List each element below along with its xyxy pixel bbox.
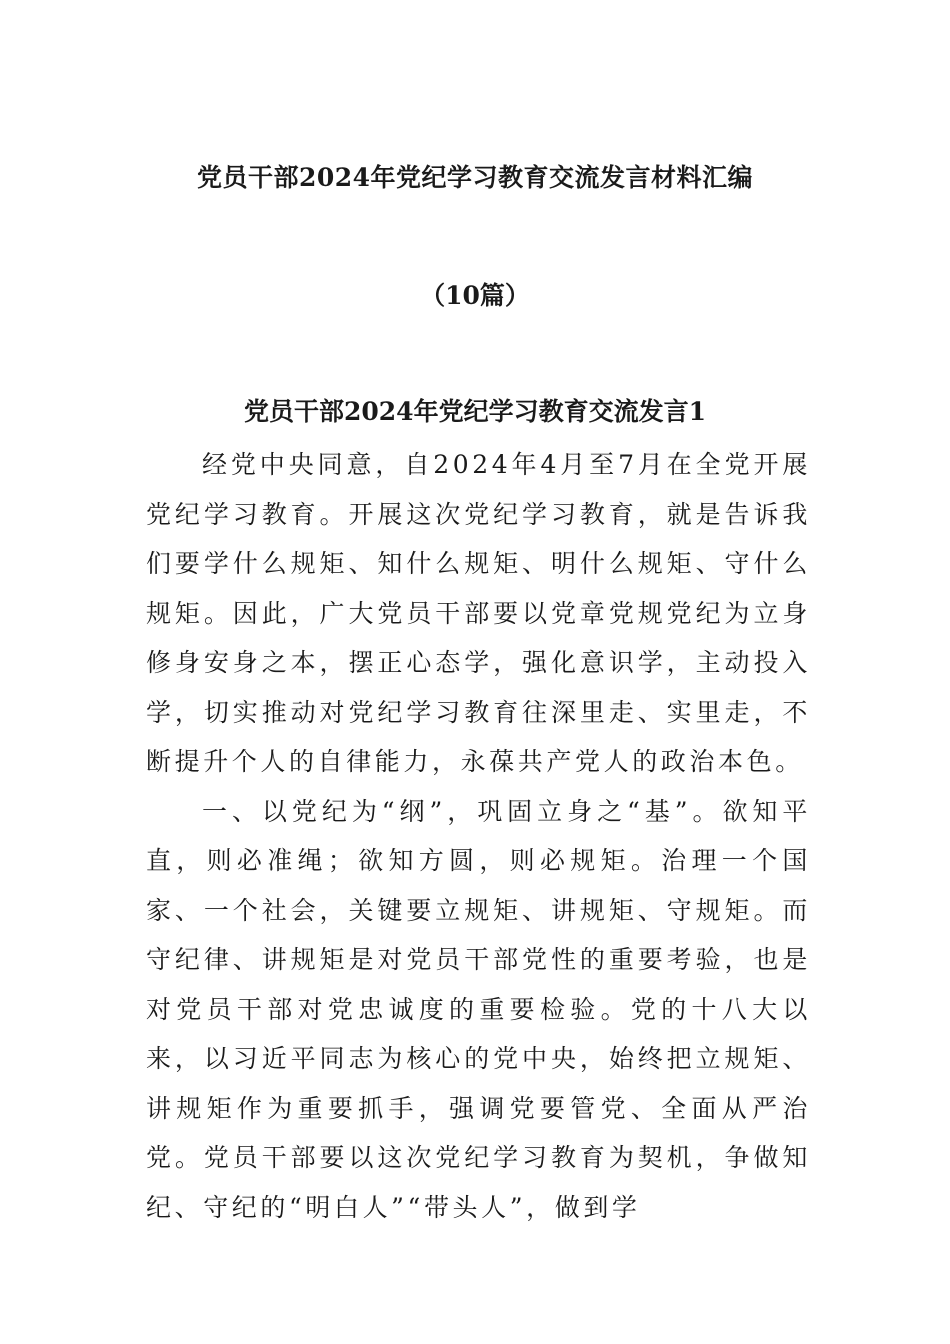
section-title: 党员干部2024年党纪学习教育交流发言1 [244, 397, 706, 426]
document-title: 党员干部2024年党纪学习教育交流发言材料汇编 [196, 163, 754, 192]
body-text [146, 440, 811, 1232]
document-subtitle: （10篇） [420, 281, 530, 310]
paragraph: 经党中央同意，自2024年4月至7月在全党开展党纪学习教育。开展这次党纪学习教育，就是告诉我们要学什么规矩、知什么规矩、明什么规矩、守什么规矩。因此，广大党员干部要以党章党规党纪为立身修身安身之本，摆正心态学，强化意识学，主动投入学，切实推动对党纪学习教育往深里走、实里走，不断提升个人的自律能力，永葆共产党人的政治本色。 [146, 450, 811, 776]
paragraph: 一、以党纪为“纲”，巩固立身之“基”。欲知平直，则必准绳；欲知方圆，则必规矩。治理一个国家、一个社会，关键要立规矩、讲规矩、守规矩。而守纪律、讲规矩是对党员干部党性的重要考验，也是对党员干部对党忠诚度的重要检验。党的十八大以来，以习近平同志为核心的党中央，始终把立规矩、讲规矩作为重要抓手，强调党要管党、全面从严治党。党员干部要以这次党纪学习教育为契机，争做知纪、守纪的“明白人”“带头人”，做到学 [146, 796, 811, 1222]
